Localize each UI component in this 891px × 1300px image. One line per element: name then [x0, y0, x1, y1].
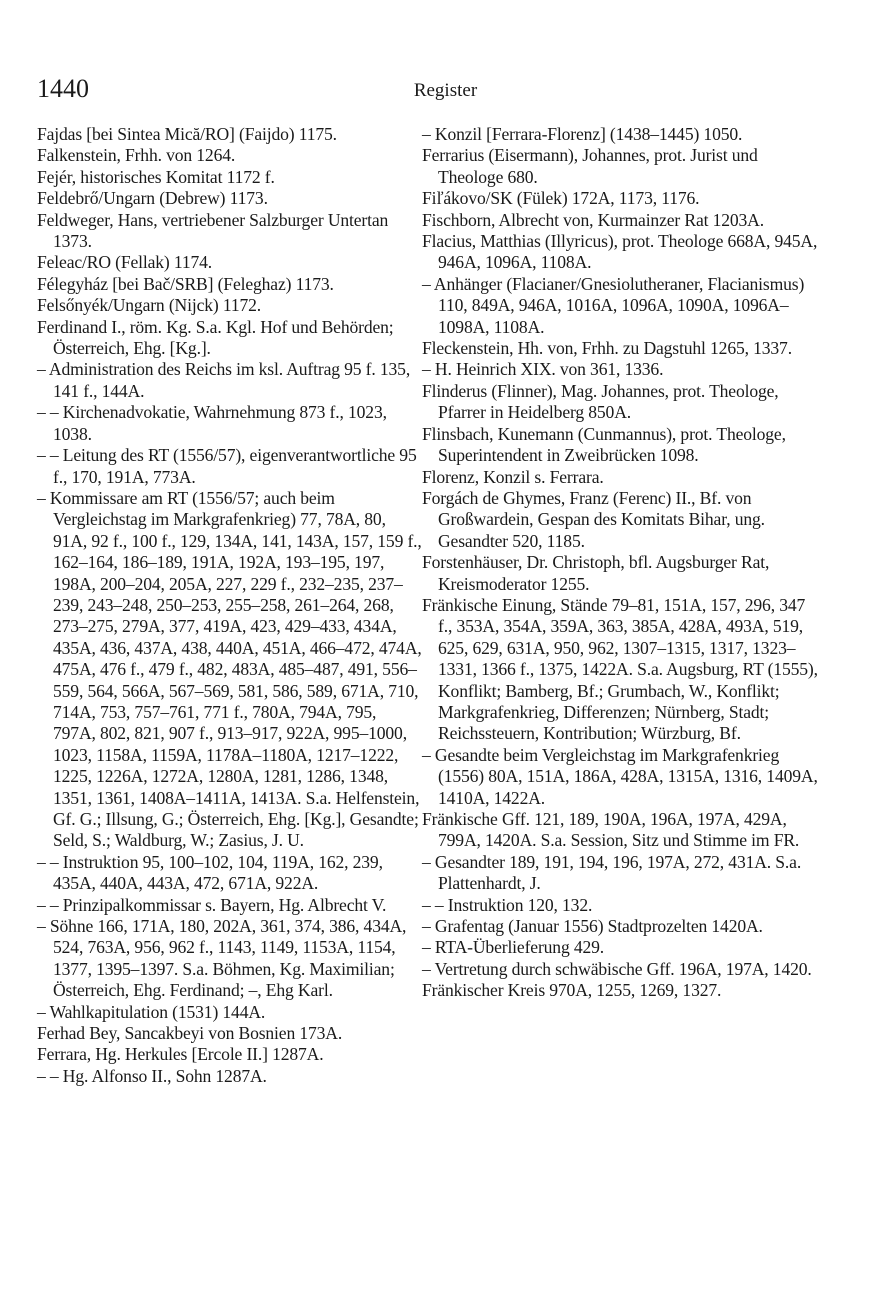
index-entry: Ferdinand I., röm. Kg. S.a. Kgl. Hof und Behörden; Österreich, Ehg. [Kg.]. — [37, 316, 394, 359]
index-entry: – RTA-Überlieferung 429. — [422, 937, 605, 958]
index-entry: Florenz, Konzil s. Ferrara. — [422, 466, 604, 487]
index-entry: – Administration des Reichs im ksl. Auftrag 95 f. 135, 141 f., 144A. — [37, 359, 411, 401]
index-entry: Forstenhäuser, Dr. Christoph, bfl. Augsburger Rat, Kreismoderator 1255. — [422, 552, 770, 594]
page-number: 1440 — [37, 74, 89, 103]
index-entry: Fleckenstein, Hh. von, Frhh. zu Dagstuhl 1265, 1337. — [422, 338, 792, 359]
index-entry: Felsőnyék/Ungarn (Nijck) 1172. — [37, 295, 262, 316]
index-entry: Fischborn, Albrecht von, Kurmainzer Rat 1203A. — [422, 209, 764, 230]
index-entry: Flacius, Matthias (Illyricus), prot. Theologe 668A, 945A, 946A, 1096A, 1108A. — [422, 231, 818, 273]
index-entry: Fejér, historisches Komitat 1172 f. — [37, 166, 275, 187]
index-entry: Fiľákovo/SK (Fülek) 172A, 1173, 1176. — [422, 188, 700, 209]
index-entry: – – Leitung des RT (1556/57), eigenverantwortliche 95 f., 170, 191A, 773A. — [37, 445, 417, 487]
index-entry: Flinderus (Flinner), Mag. Johannes, prot. Theologe, Pfarrer in Heidelberg 850A. — [422, 380, 779, 423]
index-entry: Forgách de Ghymes, Franz (Ferenc) II., Bf. von Großwardein, Gespan des Komitats Bihar, ung. Gesandter 520, 1185. — [422, 487, 765, 551]
index-entry: – Grafentag (Januar 1556) Stadtprozelten 1420A. — [422, 916, 763, 937]
index-entry: Fränkischer Kreis 970A, 1255, 1269, 1327. — [422, 980, 722, 1001]
index-entry: – Gesandter 189, 191, 194, 196, 197A, 272, 431A. S.a. Plattenhardt, J. — [422, 851, 802, 894]
index-column-left — [37, 124, 422, 1087]
index-entry: – Wahlkapitulation (1531) 144A. — [37, 1001, 266, 1022]
index-entry: Fajdas [bei Sintea Mică/RO] (Faijdo) 1175. — [37, 124, 337, 144]
index-column-right — [422, 124, 822, 1002]
index-entry: Félegyház [bei Bač/SRB] (Feleghaz) 1173. — [37, 273, 334, 294]
index-entry: – – Kirchenadvokatie, Wahrnehmung 873 f., 1023, 1038. — [37, 402, 387, 444]
index-entry: Feleac/RO (Fellak) 1174. — [37, 252, 213, 273]
index-entry: – Gesandte beim Vergleichstag im Markgrafenkrieg (1556) 80A, 151A, 186A, 428A, 1315A, 1316, 1409A, 1410A, 1422A. — [422, 744, 818, 808]
index-entry: – – Hg. Alfonso II., Sohn 1287A. — [37, 1065, 267, 1086]
index-entry: Ferhad Bey, Sancakbeyi von Bosnien 173A. — [37, 1023, 343, 1044]
index-entry: – – Instruktion 95, 100–102, 104, 119A, 162, 239, 435A, 440A, 443A, 472, 671A, 922A. — [37, 851, 383, 894]
index-entry: – Anhänger (Flacianer/Gnesiolutheraner, Flacianismus) 110, 849A, 946A, 1016A, 1096A, 1090A, 1096A–1098A, 1108A. — [422, 273, 805, 337]
index-entry: – Konzil [Ferrara-Florenz] (1438–1445) 1050. — [422, 124, 743, 144]
index-entry: – – Instruktion 120, 132. — [422, 894, 593, 915]
index-entry: – Vertretung durch schwäbische Gff. 196A, 197A, 1420. — [422, 958, 812, 979]
index-entry: – – Prinzipalkommissar s. Bayern, Hg. Albrecht V. — [37, 894, 387, 915]
index-entry: Ferrarius (Eisermann), Johannes, prot. Jurist und Theologe 680. — [422, 145, 758, 187]
index-entry: – Kommissare am RT (1556/57; auch beim Vergleichstag im Markgrafenkrieg) 77, 78A, 80, 91A, 92 f., 100 f., 129, 134A, 141, 143A, 157, 159 f., 162–164, 186–189, 191A, 192A, 193–195, 197, 198A, 200–204, 205A, 227, 229 f., 232–235, 237–239, 243–248, 250–253, 255–258, 261–264, 268, 273–275, 279A, 377, 419A, 423, 429–433, 434A, 435A, 436, 437A, 438, 440A, 451A, 466–472, 474A, 475A, 476 f., 479 f., 482, 483A, 485–487, 491, 556–559, 564, 566A, 567–569, 581, 586, 589, 671A, 710, 714A, 753, 757–761, 771 f., 780A, 794A, 795, 797A, 802, 821, 907 f., 913–917, 922A, 995–1000, 1023, 1158A, 1159A, 1178A–1180A, 1217–1222, 1225, 1226A, 1272A, 1280A, 1281, 1286, 1348, 1351, 1361, 1408A–1411A, 1413A. S.a. Helfenstein, Gf. G.; Illsung, G.; Österreich, Ehg. [Kg.], Gesandte; Seld, S.; Waldburg, W.; Zasius, J. U. — [37, 487, 422, 851]
index-entry: Falkenstein, Frhh. von 1264. — [37, 145, 236, 166]
index-entry: – Söhne 166, 171A, 180, 202A, 361, 374, 386, 434A, 524, 763A, 956, 962 f., 1143, 1149, 1153A, 1154, 1377, 1395–1397. S.a. Böhmen, Kg. Maximilian; Österreich, Ehg. Ferdinand; –, Ehg Karl. — [37, 916, 407, 1001]
index-entry: Feldweger, Hans, vertriebener Salzburger Untertan 1373. — [37, 209, 389, 252]
index-entry: Fränkische Einung, Stände 79–81, 151A, 157, 296, 347 f., 353A, 354A, 359A, 363, 385A, 428A, 493A, 519, 625, 629, 631A, 950, 962, 1307–1315, 1317, 1323–1331, 1366 f., 1375, 1422A. S.a. Augsburg, RT (1555), Konflikt; Bamberg, Bf.; Grumbach, W., Konflikt; Markgrafenkrieg, Differenzen; Nürnberg, Stadt; Reichssteuern, Kontribution; Würzburg, Bf. — [422, 594, 818, 744]
index-entry: Flinsbach, Kunemann (Cunmannus), prot. Theologe, Superintendent in Zweibrücken 1098. — [422, 423, 786, 466]
running-head: Register — [413, 80, 478, 101]
index-entry: – H. Heinrich XIX. von 361, 1336. — [422, 359, 664, 380]
index-entry: Ferrara, Hg. Herkules [Ercole II.] 1287A. — [37, 1044, 324, 1065]
index-entry: Fränkische Gff. 121, 189, 190A, 196A, 197A, 429A, 799A, 1420A. S.a. Session, Sitz und Stimme im FR. — [422, 809, 800, 851]
index-entry: Feldebrő/Ungarn (Debrew) 1173. — [37, 188, 268, 209]
